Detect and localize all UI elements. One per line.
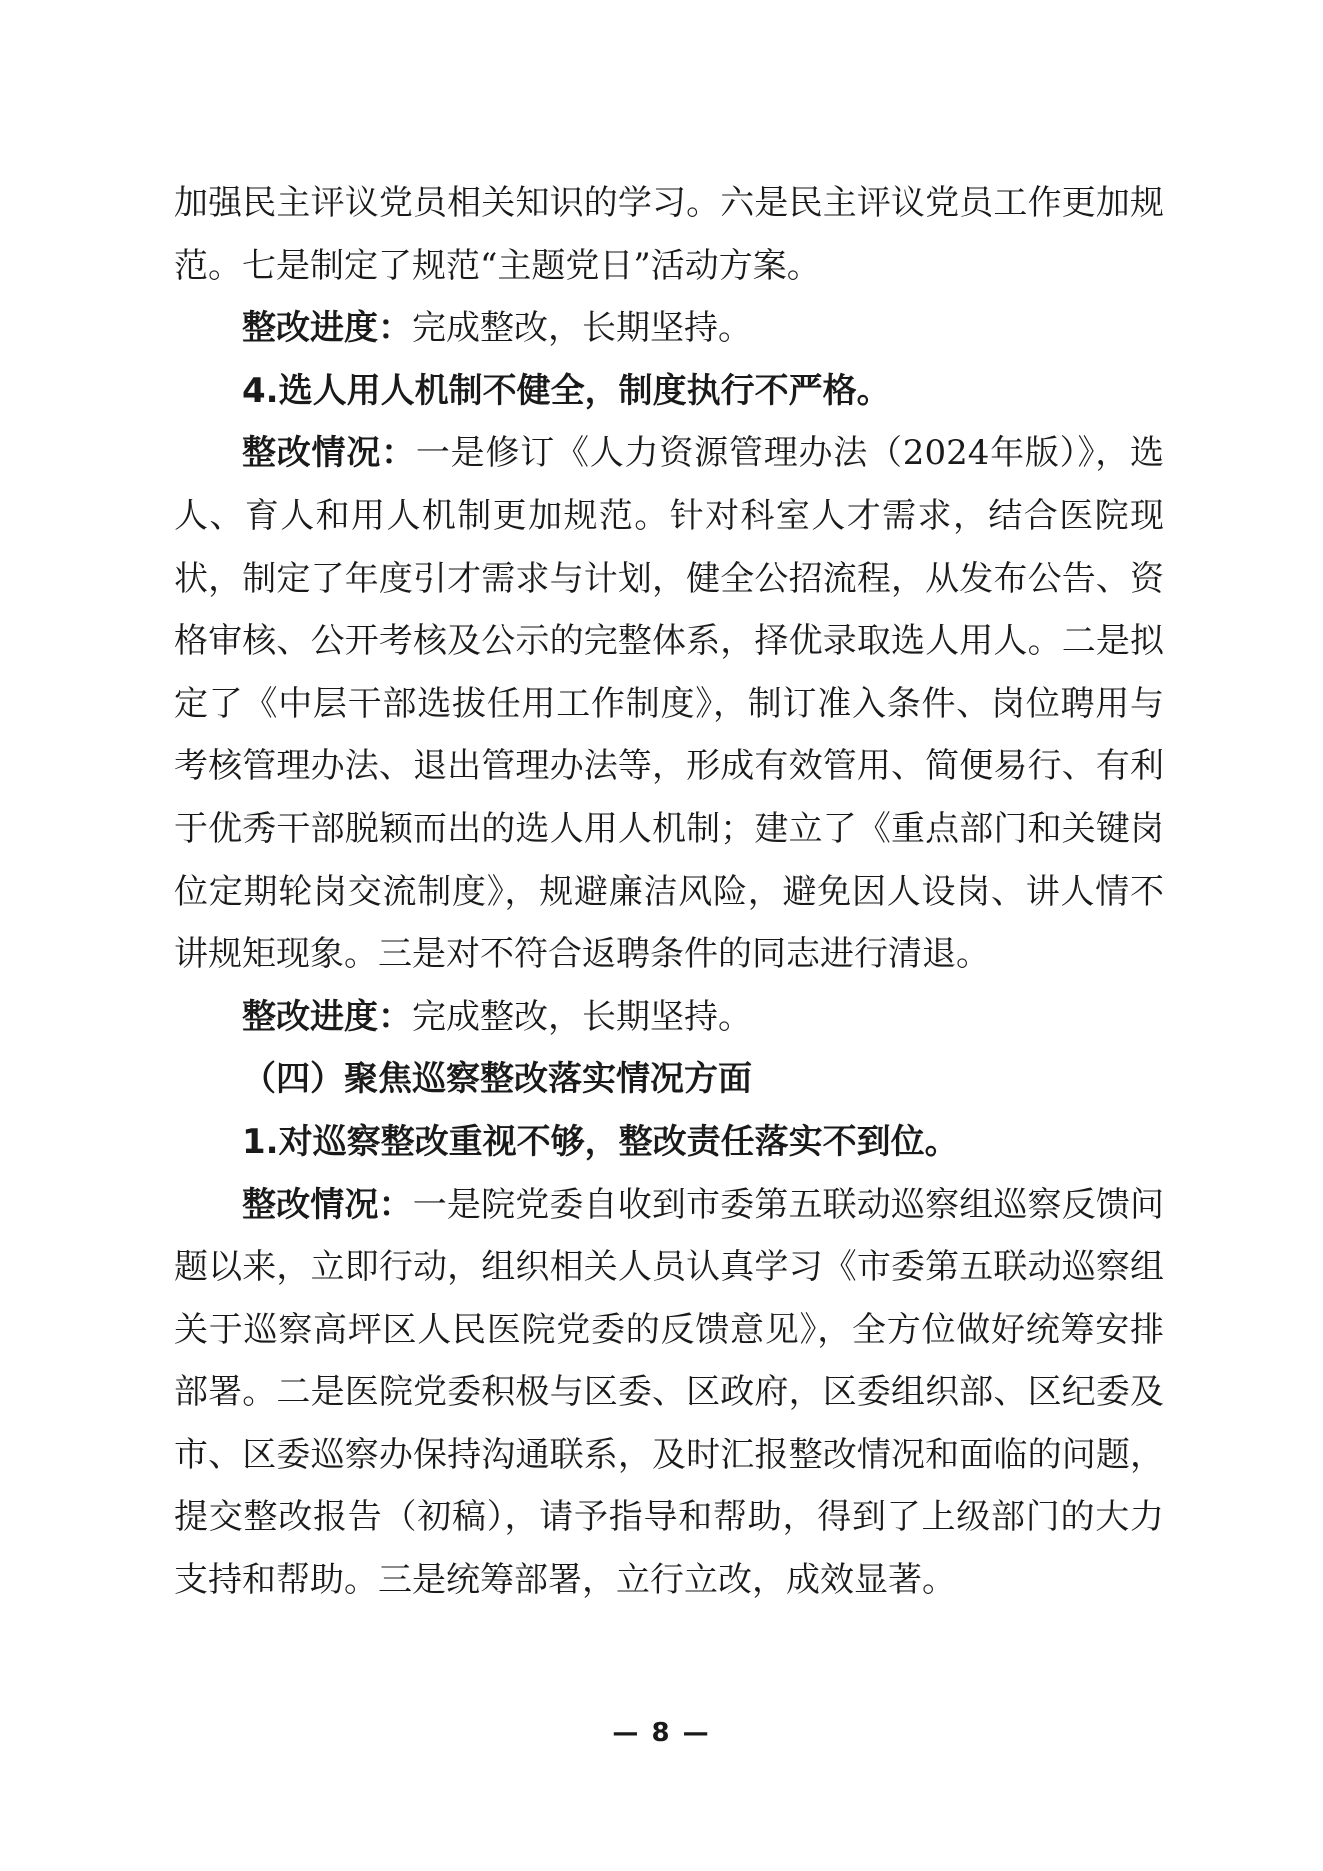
section-heading: （四）聚焦巡察整改落实情况方面 [242, 1059, 752, 1100]
situation-text: 一是修订《人力资源管理办法（2024年版）》，选人、育人和用人机制更加规范。针对科室人才需求，结合医院现状，制定了年度引才需求与计划，健全公招流程，从发布公告、资格审核、公开考核及公示的完整体系，择优录取选人用人。二是拟定了《中层干部选拔任用工作制度》，制订准入条件、岗位聘用与考核管理办法、退出管理办法等，形成有效管用、简便易行、有利于优秀干部脱颖而出的选人用人机制；建立了《重点部门和关键岗位定期轮岗交流制度》，规避廉洁风险，避免因人设岗、讲人情不讲规矩现象。三是对不符合返聘条件的同志进行清退。 [174, 433, 1165, 975]
progress-text: 完成整改，长期坚持。 [412, 308, 752, 349]
situation-label: 整改情况： [242, 1184, 413, 1225]
paragraph-progress [174, 297, 1164, 360]
paragraph-progress [174, 986, 1164, 1049]
paragraph-continuation [174, 172, 1164, 297]
paragraph-situation [174, 422, 1164, 985]
progress-label: 整改进度： [242, 996, 412, 1037]
paragraph-text: 加强民主评议党员相关知识的学习。六是民主评议党员工作更加规范。七是制定了规范“主题党日”活动方案。 [174, 183, 1164, 286]
page-number: — 8 — [612, 1718, 711, 1748]
progress-label: 整改进度： [242, 308, 412, 349]
section-heading: 1.对巡察整改重视不够，整改责任落实不到位。 [242, 1121, 959, 1162]
document-body [174, 172, 1164, 1612]
situation-label: 整改情况： [242, 433, 416, 474]
paragraph-situation [174, 1174, 1164, 1612]
progress-text: 完成整改，长期坚持。 [412, 996, 752, 1037]
section-heading: 4.选人用人机制不健全，制度执行不严格。 [242, 370, 891, 411]
situation-text: 一是院党委自收到市委第五联动巡察组巡察反馈问题以来，立即行动，组织相关人员认真学习《市委第五联动巡察组关于巡察高坪区人民医院党委的反馈意见》，全方位做好统筹安排部署。二是医院党委积极与区委、区政府，区委组织部、区纪委及市、区委巡察办保持沟通联系，及时汇报整改情况和面临的问题，提交整改报告（初稿），请予指导和帮助，得到了上级部门的大力支持和帮助。三是统筹部署，立行立改，成效显著。 [174, 1184, 1165, 1601]
